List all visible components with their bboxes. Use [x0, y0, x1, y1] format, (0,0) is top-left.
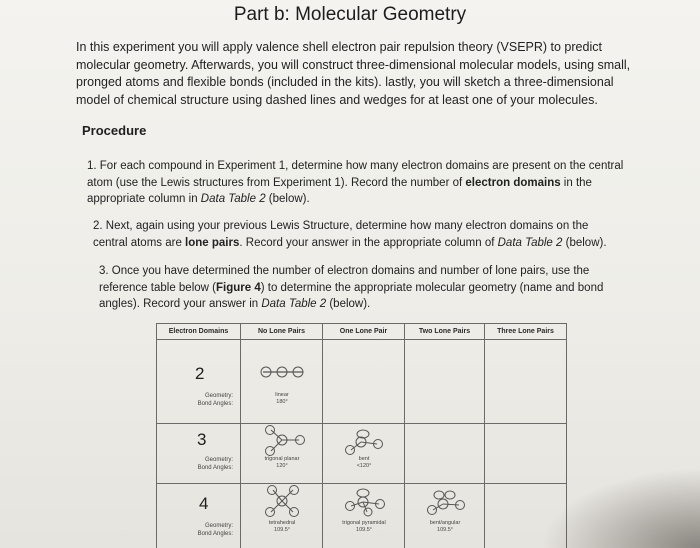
geometry-value: trigonal pyramidal 109.5°	[342, 520, 386, 533]
geometry-value: linear 180°	[275, 392, 289, 405]
row-3-domains-cell	[157, 424, 241, 484]
header-three-lone-pairs: Three Lone Pairs	[485, 324, 567, 340]
row-4-domains-cell	[157, 484, 241, 548]
row-3-no-lone-pairs-cell	[241, 424, 323, 484]
geometry-label: Geometry: Bond Angles:	[197, 393, 233, 407]
domains-count: 2	[195, 364, 205, 383]
geometry-value: bent <120°	[356, 456, 372, 469]
linear-molecule-icon	[241, 352, 323, 392]
geometry-value: tetrahedral 109.5°	[268, 520, 296, 533]
header-one-lone-pair: One Lone Pair	[323, 324, 405, 340]
row-2-three-lone-pairs-cell	[485, 340, 567, 424]
row-4-no-lone-pairs-cell	[241, 484, 323, 548]
domains-count: 3	[197, 430, 207, 449]
intro-paragraph: In this experiment you will apply valence shell electron pair repulsion theory (VSEPR) to predict molecular geometry. Afterwards, you will construct three-dimensional molecular models, using small, pronged atoms and flexible bonds (included in the kits). lastly, you will sketch a three-dimensional model of chemical structure using dashed lines and wedges for at least one of your molecules.	[76, 40, 631, 107]
vsepr-reference-table	[156, 323, 567, 548]
row-3-three-lone-pairs-cell	[485, 424, 567, 484]
trigonal-planar-molecule-icon	[241, 424, 323, 456]
row-3-two-lone-pairs-cell	[405, 424, 485, 484]
domains-count: 4	[199, 494, 209, 513]
row-4-two-lone-pairs-cell	[405, 484, 485, 548]
row-2-no-lone-pairs-cell	[241, 340, 323, 424]
procedure-step-1: 1. For each compound in Experiment 1, determine how many electron domains are present on the central atom (use the Lewis structures from Experiment 1). Record the number of electron domains in the appropriate column in Data Table 2 (below).	[87, 160, 624, 205]
header-no-lone-pairs: No Lone Pairs	[241, 324, 323, 340]
header-two-lone-pairs: Two Lone Pairs	[405, 324, 485, 340]
trigonal-pyramidal-molecule-icon	[323, 484, 405, 518]
header-electron-domains: Electron Domains	[157, 324, 241, 340]
row-2-domains-cell	[157, 340, 241, 424]
procedure-step-3: 3. Once you have determined the number of electron domains and number of lone pairs, use the reference table below (Figure 4) to determine the appropriate molecular geometry (name and bond angles). Record your answer in Data Table 2 (below).	[99, 265, 604, 310]
tetrahedral-molecule-icon	[241, 484, 323, 518]
procedure-heading: Procedure	[82, 123, 147, 138]
bent-molecule-icon	[323, 424, 405, 456]
geometry-label: Geometry: Bond Angles:	[197, 457, 233, 471]
bent-angular-molecule-icon	[405, 484, 485, 518]
row-3-one-lone-pair-cell	[323, 424, 405, 484]
row-4-one-lone-pair-cell	[323, 484, 405, 548]
row-2-one-lone-pair-cell	[323, 340, 405, 424]
geometry-value: bent/angular 109.5°	[429, 520, 461, 533]
row-2-two-lone-pairs-cell	[405, 340, 485, 424]
geometry-value: trigonal planar 120°	[264, 456, 300, 469]
row-4-three-lone-pairs-cell	[485, 484, 567, 548]
page-title: Part b: Molecular Geometry	[233, 4, 467, 25]
procedure-step-2: 2. Next, again using your previous Lewis Structure, determine how many electron domains on the central atoms are lone pairs. Record your answer in the appropriate column of Data Table 2 (below).	[93, 220, 607, 249]
geometry-label: Geometry: Bond Angles:	[197, 523, 233, 537]
